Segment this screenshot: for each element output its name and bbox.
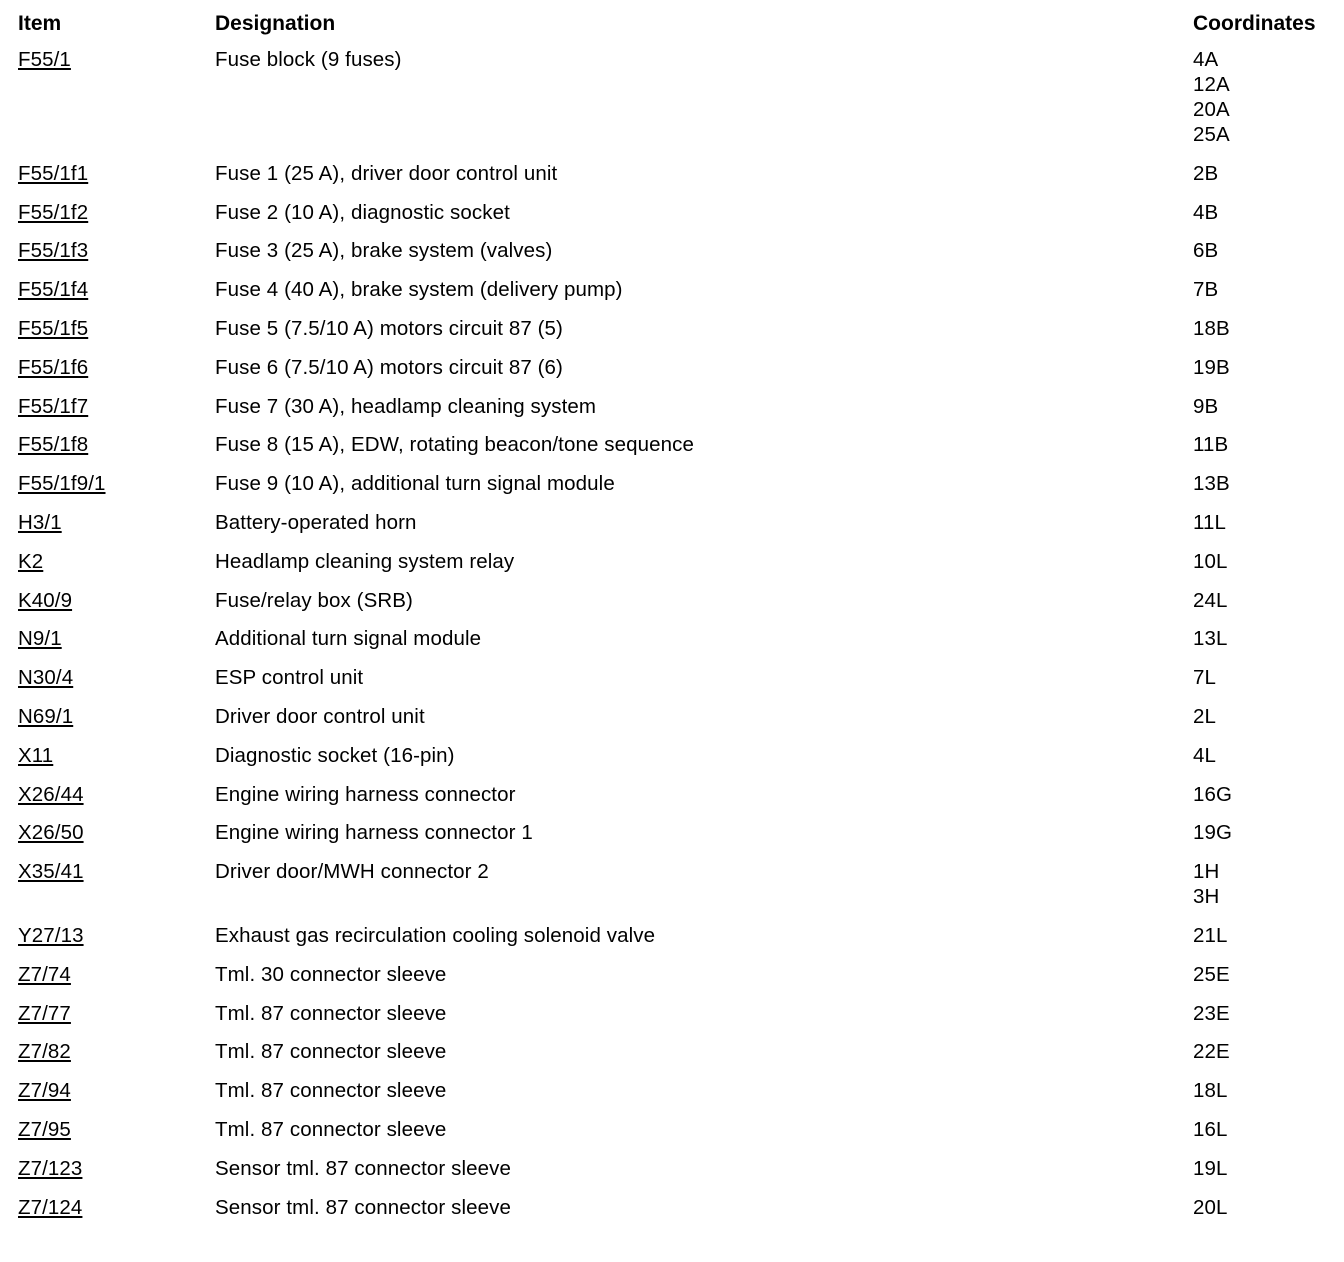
item-link[interactable]: Z7/77 xyxy=(18,1001,71,1025)
coordinate-value: 7L xyxy=(1193,666,1217,690)
coordinate-value: 21L xyxy=(1193,923,1228,947)
coordinates-cell xyxy=(1193,1001,1284,1026)
component-legend-table xyxy=(18,10,1316,1226)
designation-text: Fuse block (9 fuses) xyxy=(215,48,402,71)
designation-text: Fuse 6 (7.5/10 A) motors circuit 87 (6) xyxy=(215,355,563,379)
header-coordinates: Coordinates xyxy=(1193,12,1316,35)
header-designation: Designation xyxy=(215,12,336,35)
item-link[interactable]: F55/1f7 xyxy=(18,394,89,418)
table-row xyxy=(18,309,1284,348)
coordinate-value: 4A xyxy=(1193,48,1219,71)
coordinates-cell xyxy=(1193,1195,1284,1220)
item-link[interactable]: X35/41 xyxy=(18,860,84,884)
table-row xyxy=(18,1032,1284,1071)
item-link[interactable]: F55/1f3 xyxy=(18,239,89,263)
item-link[interactable]: Z7/74 xyxy=(18,962,71,986)
item-link[interactable]: F55/1f1 xyxy=(18,161,89,185)
coordinates-cell xyxy=(1193,962,1284,987)
coordinate-value: 9B xyxy=(1193,394,1219,418)
table-row xyxy=(18,40,1284,154)
item-link[interactable]: F55/1f4 xyxy=(18,278,89,302)
coordinate-value: 18L xyxy=(1193,1079,1228,1103)
item-link[interactable]: Z7/124 xyxy=(18,1195,83,1219)
designation-text: Tml. 87 connector sleeve xyxy=(215,1040,447,1064)
table-row xyxy=(18,503,1284,542)
designation-text: Fuse/relay box (SRB) xyxy=(215,588,413,612)
item-link[interactable]: Z7/82 xyxy=(18,1040,71,1064)
table-row xyxy=(18,994,1284,1033)
item-link[interactable]: F55/1f5 xyxy=(18,316,89,340)
designation-text: Fuse 3 (25 A), brake system (valves) xyxy=(215,239,553,263)
item-link[interactable]: N30/4 xyxy=(18,666,74,690)
coordinates-cell xyxy=(1193,704,1284,729)
header-item: Item xyxy=(18,12,62,35)
item-link[interactable]: Z7/94 xyxy=(18,1079,71,1103)
designation-text: Fuse 4 (40 A), brake system (delivery pump) xyxy=(215,278,623,302)
table-row xyxy=(18,154,1284,193)
coordinates-cell xyxy=(1193,355,1284,380)
coordinate-value: 11B xyxy=(1193,433,1229,457)
designation-text: Fuse 7 (30 A), headlamp cleaning system xyxy=(215,394,597,418)
designation-text: Fuse 8 (15 A), EDW, rotating beacon/tone sequence xyxy=(215,433,694,457)
coordinates-cell xyxy=(1193,588,1284,613)
coordinate-value: 20L xyxy=(1193,1195,1228,1219)
table-row xyxy=(18,697,1284,736)
item-link[interactable]: Z7/123 xyxy=(18,1156,83,1180)
coordinate-value: 4L xyxy=(1193,743,1217,767)
designation-text: Engine wiring harness connector 1 xyxy=(215,821,533,845)
item-link[interactable]: F55/1f6 xyxy=(18,355,89,379)
coordinates-cell xyxy=(1193,394,1284,419)
coordinates-cell xyxy=(1193,923,1284,948)
table-row xyxy=(18,1149,1284,1188)
table-row xyxy=(18,387,1284,426)
table-row xyxy=(18,581,1284,620)
designation-text: Diagnostic socket (16-pin) xyxy=(215,743,455,767)
coordinate-value: 22E xyxy=(1193,1040,1230,1064)
item-link[interactable]: F55/1f2 xyxy=(18,200,89,224)
designation-text: ESP control unit xyxy=(215,666,364,690)
table-row xyxy=(18,813,1284,852)
table-row xyxy=(18,736,1284,775)
coordinates-cell xyxy=(1193,1117,1284,1142)
designation-text: Tml. 87 connector sleeve xyxy=(215,1117,447,1141)
coordinate-value: 1H xyxy=(1193,860,1220,884)
coordinate-value: 16L xyxy=(1193,1117,1228,1141)
item-link[interactable]: Z7/95 xyxy=(18,1117,71,1141)
table-row xyxy=(18,425,1284,464)
item-link[interactable]: X26/50 xyxy=(18,821,84,845)
item-link[interactable]: N69/1 xyxy=(18,704,74,728)
table-row xyxy=(18,619,1284,658)
coordinates-cell xyxy=(1193,200,1284,225)
table-body xyxy=(18,40,1284,1226)
designation-text: Battery-operated horn xyxy=(215,510,417,534)
coordinate-value: 19L xyxy=(1193,1156,1228,1180)
item-link[interactable]: F55/1 xyxy=(18,48,71,71)
designation-text: Additional turn signal module xyxy=(215,627,482,651)
coordinates-cell xyxy=(1193,743,1284,768)
designation-text: Fuse 2 (10 A), diagnostic socket xyxy=(215,200,510,224)
table-row xyxy=(18,775,1284,814)
coordinates-cell xyxy=(1193,432,1284,457)
table-row xyxy=(18,1188,1284,1227)
coordinate-value: 2L xyxy=(1193,704,1217,728)
item-link[interactable]: N9/1 xyxy=(18,627,62,651)
item-link[interactable]: K2 xyxy=(18,549,44,573)
table-row xyxy=(18,464,1284,503)
designation-text: Tml. 87 connector sleeve xyxy=(215,1079,447,1103)
coordinates-cell xyxy=(1193,1156,1284,1181)
table-row xyxy=(18,852,1284,916)
coordinate-value: 4B xyxy=(1193,200,1219,224)
coordinates-cell xyxy=(1193,471,1284,496)
coordinate-value: 25E xyxy=(1193,962,1230,986)
coordinates-cell xyxy=(1193,782,1284,807)
designation-text: Headlamp cleaning system relay xyxy=(215,549,515,573)
designation-text: Tml. 30 connector sleeve xyxy=(215,962,447,986)
item-link[interactable]: K40/9 xyxy=(18,588,73,612)
coordinate-value: 10L xyxy=(1193,549,1228,573)
coordinate-value: 24L xyxy=(1193,588,1228,612)
coordinate-value: 2B xyxy=(1193,161,1219,185)
coordinates-cell xyxy=(1193,859,1284,909)
coordinates-cell xyxy=(1193,161,1284,186)
designation-text: Sensor tml. 87 connector sleeve xyxy=(215,1195,511,1219)
coordinates-cell xyxy=(1193,626,1284,651)
table-row xyxy=(18,1071,1284,1110)
designation-text: Sensor tml. 87 connector sleeve xyxy=(215,1156,511,1180)
table-header xyxy=(18,10,1316,40)
item-link[interactable]: X11 xyxy=(18,743,54,767)
table-row xyxy=(18,542,1284,581)
designation-text: Engine wiring harness connector xyxy=(215,782,516,806)
coordinate-value: 13L xyxy=(1193,627,1228,651)
designation-text: Tml. 87 connector sleeve xyxy=(215,1001,447,1025)
coordinate-value: 20A xyxy=(1193,98,1230,121)
table-row xyxy=(18,231,1284,270)
coordinates-cell xyxy=(1193,277,1284,302)
table-row xyxy=(18,955,1284,994)
coordinate-value: 19B xyxy=(1193,355,1230,379)
table-row xyxy=(18,1110,1284,1149)
coordinate-value: 19G xyxy=(1193,821,1233,845)
coordinates-cell xyxy=(1193,47,1284,147)
designation-text: Fuse 9 (10 A), additional turn signal module xyxy=(215,472,615,496)
item-link[interactable]: F55/1f8 xyxy=(18,433,89,457)
item-link[interactable]: F55/1f9/1 xyxy=(18,472,106,496)
coordinates-cell xyxy=(1193,238,1284,263)
coordinates-cell xyxy=(1193,549,1284,574)
designation-text: Driver door/MWH connector 2 xyxy=(215,860,489,884)
coordinate-value: 25A xyxy=(1193,123,1230,146)
item-link[interactable]: Y27/13 xyxy=(18,923,84,947)
designation-text: Exhaust gas recirculation cooling solenoid valve xyxy=(215,923,656,947)
item-link[interactable]: X26/44 xyxy=(18,782,84,806)
designation-text: Fuse 1 (25 A), driver door control unit xyxy=(215,161,558,185)
coordinate-value: 16G xyxy=(1193,782,1233,806)
coordinate-value: 12A xyxy=(1193,73,1230,96)
coordinate-value: 11L xyxy=(1193,510,1226,534)
table-row xyxy=(18,270,1284,309)
coordinate-value: 13B xyxy=(1193,472,1230,496)
table-row xyxy=(18,193,1284,232)
item-link[interactable]: H3/1 xyxy=(18,510,62,534)
coordinates-cell xyxy=(1193,665,1284,690)
coordinates-cell xyxy=(1193,820,1284,845)
table-row xyxy=(18,916,1284,955)
coordinate-value: 3H xyxy=(1193,885,1220,909)
coordinates-cell xyxy=(1193,510,1284,535)
designation-text: Fuse 5 (7.5/10 A) motors circuit 87 (5) xyxy=(215,316,563,340)
coordinate-value: 18B xyxy=(1193,316,1230,340)
coordinate-value: 7B xyxy=(1193,278,1219,302)
coordinates-cell xyxy=(1193,1039,1284,1064)
designation-text: Driver door control unit xyxy=(215,704,425,728)
table-row xyxy=(18,348,1284,387)
coordinates-cell xyxy=(1193,316,1284,341)
coordinate-value: 23E xyxy=(1193,1001,1230,1025)
table-row xyxy=(18,658,1284,697)
coordinates-cell xyxy=(1193,1078,1284,1103)
coordinate-value: 6B xyxy=(1193,239,1219,263)
